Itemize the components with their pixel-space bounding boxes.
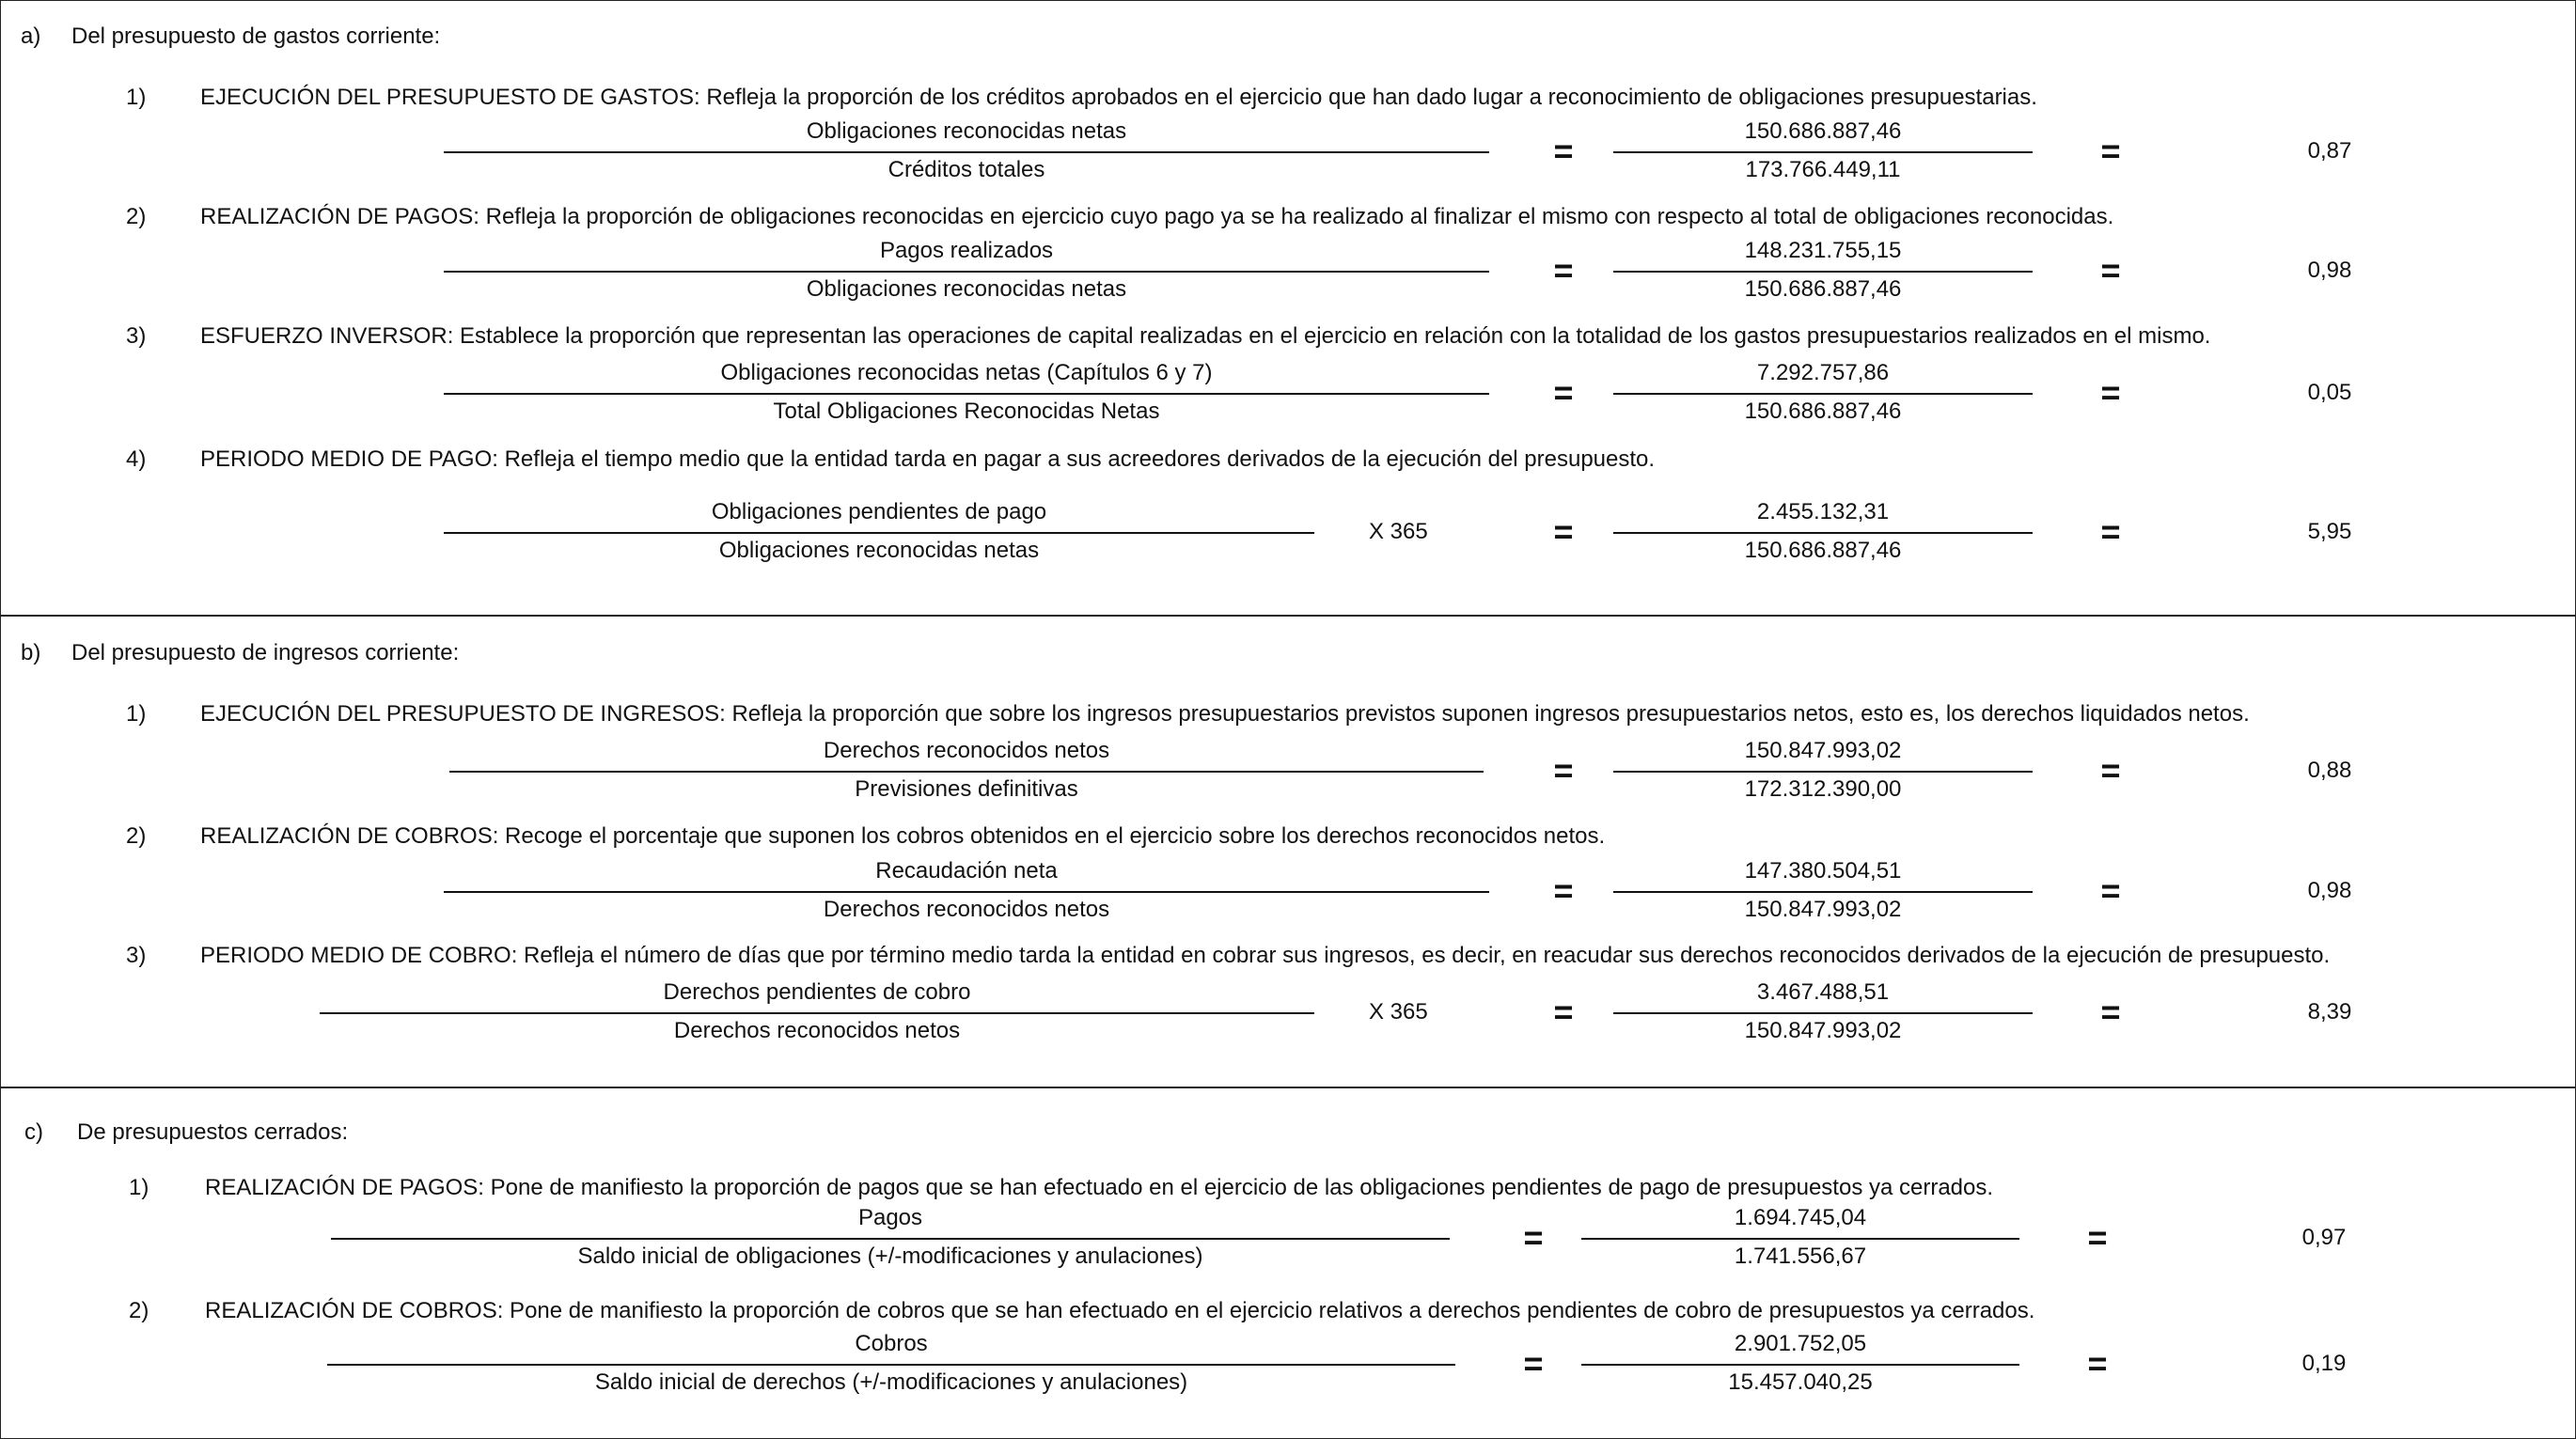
- value-fraction-line: [1613, 771, 2033, 773]
- value-fraction-line: [1581, 1364, 2019, 1366]
- denominator-value: 15.457.040,25: [1728, 1369, 1873, 1395]
- denominator-value: 150.686.887,46: [1744, 276, 1902, 302]
- fraction-line: [331, 1238, 1450, 1240]
- denominator-value: 172.312.390,00: [1744, 776, 1902, 802]
- fraction-line: [444, 151, 1489, 153]
- result-value: 0,87: [2307, 138, 2352, 164]
- result-value: 0,19: [2301, 1351, 2347, 1376]
- section-title: De presupuestos cerrados:: [77, 1119, 349, 1145]
- numerator-value: 148.231.755,15: [1744, 238, 1902, 263]
- denominator-value: 150.847.993,02: [1744, 1018, 1902, 1043]
- fraction-denominator-label: Saldo inicial de obligaciones (+/-modificaciones y anulaciones): [577, 1243, 1203, 1269]
- fraction-numerator-label: Derechos reconocidos netos: [823, 738, 1110, 763]
- equals-sign: =: [1553, 871, 1574, 910]
- section-letter: c): [24, 1119, 43, 1145]
- item-number: 1): [126, 85, 147, 110]
- result-value: 0,97: [2301, 1225, 2347, 1250]
- numerator-value: 147.380.504,51: [1744, 858, 1902, 884]
- item-number: 3): [126, 943, 147, 968]
- fraction-denominator-label: Obligaciones reconocidas netas: [806, 276, 1127, 302]
- multiplier-365: X 365: [1369, 999, 1428, 1025]
- section-title: Del presupuesto de ingresos corriente:: [71, 640, 460, 665]
- item-number: 2): [126, 823, 147, 849]
- fraction-denominator-label: Derechos reconocidos netos: [673, 1018, 961, 1043]
- fraction-line: [449, 771, 1484, 773]
- value-fraction-line: [1613, 393, 2033, 395]
- denominator-value: 173.766.449,11: [1745, 157, 1901, 182]
- equals-sign: =: [1553, 373, 1574, 412]
- result-value: 8,39: [2307, 999, 2352, 1025]
- numerator-value: 3.467.488,51: [1756, 979, 1890, 1005]
- item-description: ESFUERZO INVERSOR: Establece la proporción que representan las operaciones de capital realizadas en el ejercicio en relación con la totalidad de los gastos presupuestarios realizados en el mismo.: [200, 323, 2211, 349]
- item-description: REALIZACIÓN DE COBROS: Pone de manifiesto la proporción de cobros que se han efectuado en el ejercicio relativos a derechos pendientes de cobro de presupuestos ya cerrados.: [205, 1298, 2035, 1323]
- item-description: REALIZACIÓN DE PAGOS: Pone de manifiesto la proporción de pagos que se han efectuado en el ejercicio de las obligaciones pendientes de pago de presupuestos ya cerrados.: [205, 1175, 1994, 1200]
- item-number: 2): [126, 204, 147, 229]
- result-value: 0,98: [2307, 258, 2352, 283]
- value-fraction-line: [1613, 891, 2033, 893]
- result-value: 5,95: [2307, 519, 2352, 544]
- fraction-numerator-label: Obligaciones reconocidas netas (Capítulos 6 y 7): [720, 360, 1213, 385]
- numerator-value: 7.292.757,86: [1756, 360, 1890, 385]
- fraction-denominator-label: Saldo inicial de derechos (+/-modificaciones y anulaciones): [594, 1369, 1188, 1395]
- value-fraction-line: [1613, 271, 2033, 273]
- fraction-denominator-label: Derechos reconocidos netos: [823, 897, 1110, 922]
- value-fraction-line: [1613, 1012, 2033, 1014]
- fraction-numerator-label: Obligaciones pendientes de pago: [711, 499, 1047, 524]
- result-value: 0,98: [2307, 878, 2352, 903]
- result-value: 0,88: [2307, 758, 2352, 783]
- item-description: REALIZACIÓN DE PAGOS: Refleja la proporción de obligaciones reconocidas en ejercicio cuyo pago ya se ha realizado al finalizar el mismo con respecto al total de obligaciones reconocidas.: [200, 204, 2114, 229]
- fraction-denominator-label: Créditos totales: [887, 157, 1045, 182]
- item-description: EJECUCIÓN DEL PRESUPUESTO DE GASTOS: Refleja la proporción de los créditos aprobados en el ejercicio que han dado lugar a reconocimiento de obligaciones presupuestarias.: [200, 85, 2037, 110]
- equals-sign: =: [1553, 251, 1574, 289]
- fraction-line: [320, 1012, 1314, 1014]
- section-letter: b): [21, 640, 41, 665]
- equals-sign: =: [1553, 132, 1574, 170]
- result-value: 0,05: [2307, 380, 2352, 405]
- section-divider: [0, 1087, 2576, 1088]
- equals-sign: =: [2100, 373, 2121, 412]
- denominator-value: 150.847.993,02: [1744, 897, 1902, 922]
- equals-sign: =: [2087, 1218, 2108, 1257]
- equals-sign: =: [2087, 1344, 2108, 1383]
- fraction-line: [444, 532, 1314, 534]
- section-letter: a): [21, 23, 41, 49]
- section-title: Del presupuesto de gastos corriente:: [71, 23, 441, 49]
- denominator-value: 150.686.887,46: [1744, 399, 1902, 424]
- value-fraction-line: [1613, 532, 2033, 534]
- fraction-denominator-label: Total Obligaciones Reconocidas Netas: [773, 399, 1160, 424]
- equals-sign: =: [2100, 993, 2121, 1031]
- fraction-numerator-label: Pagos: [857, 1205, 923, 1230]
- numerator-value: 2.455.132,31: [1756, 499, 1890, 524]
- equals-sign: =: [2100, 251, 2121, 289]
- value-fraction-line: [1581, 1238, 2019, 1240]
- denominator-value: 1.741.556,67: [1734, 1243, 1867, 1269]
- item-number: 1): [126, 701, 147, 727]
- multiplier-365: X 365: [1369, 519, 1428, 544]
- equals-sign: =: [1523, 1344, 1544, 1383]
- item-description: EJECUCIÓN DEL PRESUPUESTO DE INGRESOS: Refleja la proporción que sobre los ingresos presupuestarios previstos suponen ingresos presupuestarios netos, esto es, los derechos liquidados netos.: [200, 701, 2250, 727]
- fraction-numerator-label: Pagos realizados: [879, 238, 1054, 263]
- equals-sign: =: [1523, 1218, 1544, 1257]
- numerator-value: 2.901.752,05: [1734, 1331, 1867, 1356]
- fraction-line: [444, 891, 1489, 893]
- fraction-line: [327, 1364, 1455, 1366]
- numerator-value: 150.847.993,02: [1744, 738, 1902, 763]
- numerator-value: 1.694.745,04: [1734, 1205, 1867, 1230]
- denominator-value: 150.686.887,46: [1744, 538, 1902, 563]
- item-number: 1): [129, 1175, 149, 1200]
- fraction-numerator-label: Derechos pendientes de cobro: [663, 979, 971, 1005]
- item-number: 3): [126, 323, 147, 349]
- equals-sign: =: [1553, 993, 1574, 1031]
- value-fraction-line: [1613, 151, 2033, 153]
- equals-sign: =: [2100, 871, 2121, 910]
- equals-sign: =: [1553, 751, 1574, 790]
- equals-sign: =: [2100, 512, 2121, 551]
- fraction-line: [444, 393, 1489, 395]
- equals-sign: =: [2100, 132, 2121, 170]
- fraction-denominator-label: Obligaciones reconocidas netas: [718, 538, 1040, 563]
- equals-sign: =: [1553, 512, 1574, 551]
- item-description: PERIODO MEDIO DE COBRO: Refleja el número de días que por término medio tarda la entidad en cobrar sus ingresos, es decir, en reacudar sus derechos reconocidos derivados de la ejecución de presupuesto.: [200, 943, 2331, 968]
- fraction-numerator-label: Cobros: [855, 1331, 928, 1356]
- item-description: REALIZACIÓN DE COBROS: Recoge el porcentaje que suponen los cobros obtenidos en el ejercicio sobre los derechos reconocidos netos.: [200, 823, 1606, 849]
- item-description: PERIODO MEDIO DE PAGO: Refleja el tiempo medio que la entidad tarda en pagar a sus acreedores derivados de la ejecución del presupuesto.: [200, 446, 1656, 472]
- fraction-numerator-label: Obligaciones reconocidas netas: [806, 118, 1127, 144]
- section-divider: [0, 615, 2576, 617]
- fraction-line: [444, 271, 1489, 273]
- equals-sign: =: [2100, 751, 2121, 790]
- numerator-value: 150.686.887,46: [1744, 118, 1902, 144]
- fraction-denominator-label: Previsiones definitivas: [855, 776, 1078, 802]
- fraction-numerator-label: Recaudación neta: [875, 858, 1058, 884]
- item-number: 4): [126, 446, 147, 472]
- item-number: 2): [129, 1298, 149, 1323]
